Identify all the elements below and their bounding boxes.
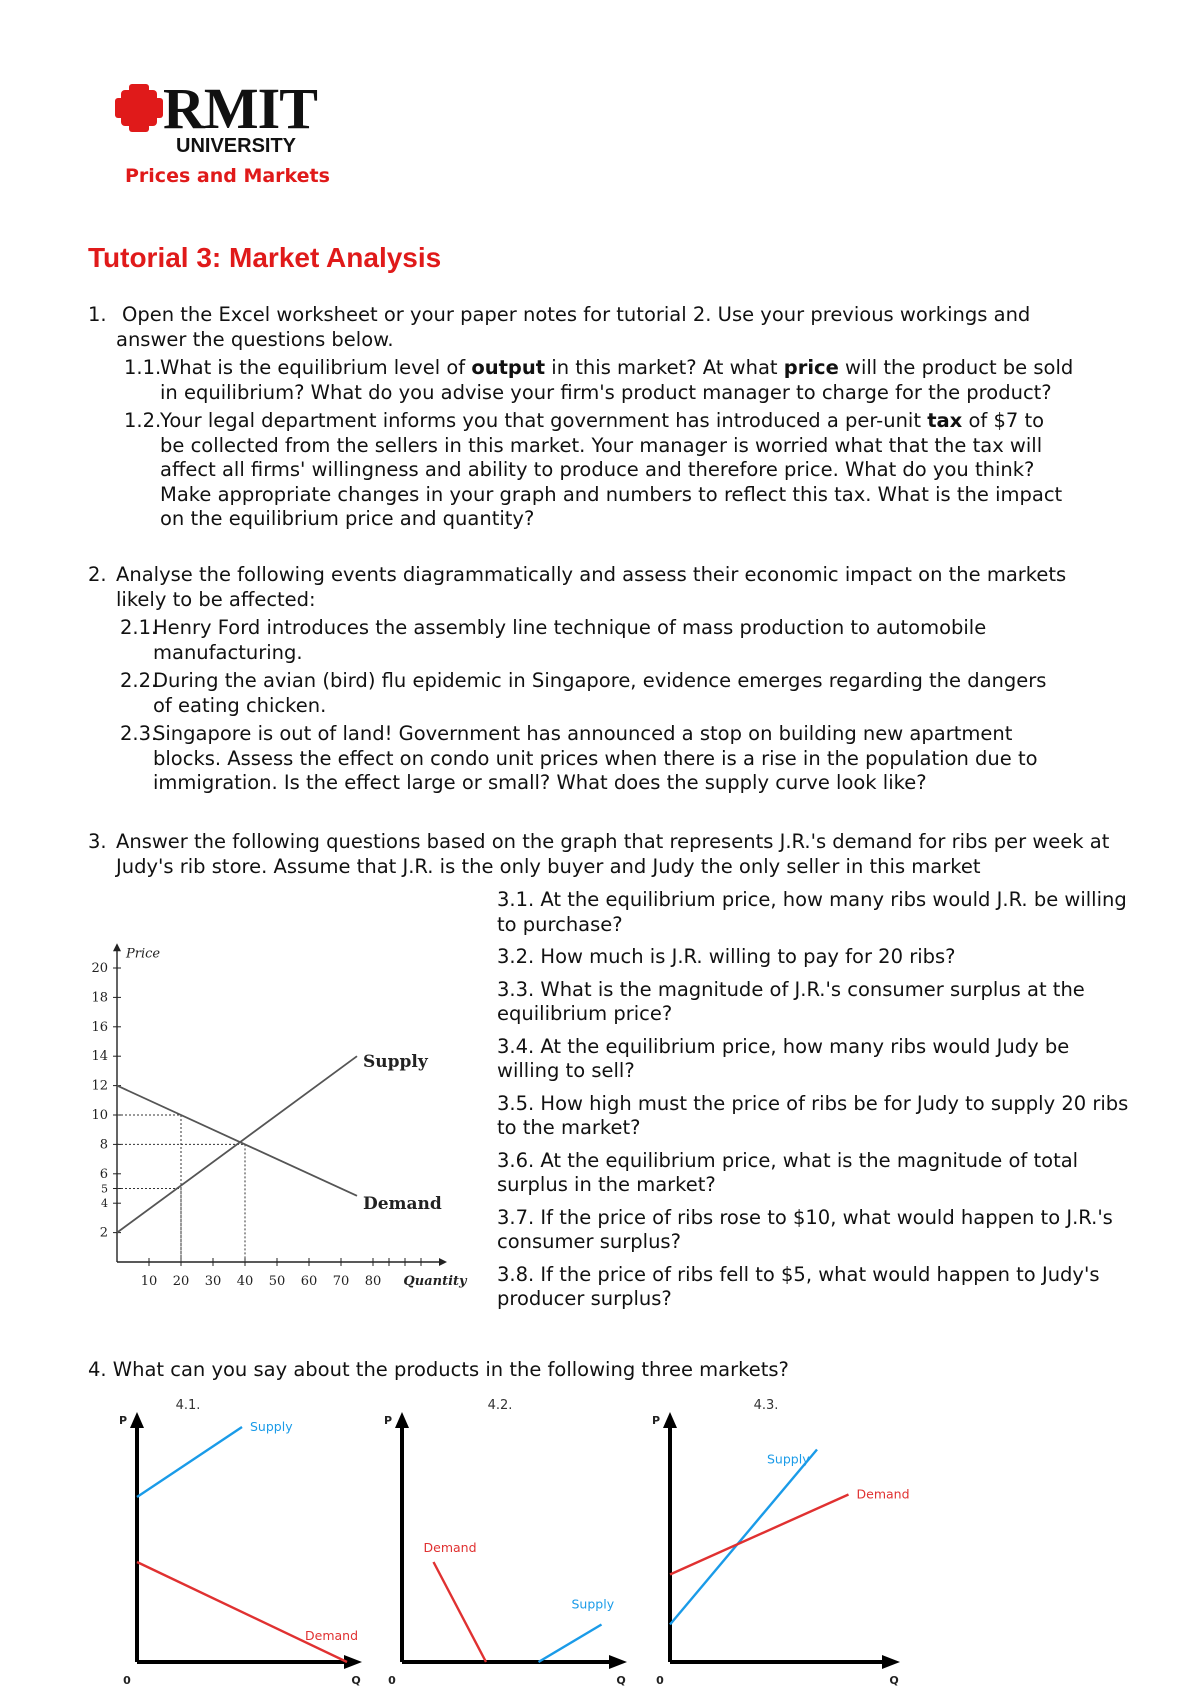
demand-curve <box>670 1495 849 1575</box>
supply-label: Supply <box>767 1451 810 1467</box>
sub-text: If the price of ribs fell to $5, what would happen to Judy's producer surplus? <box>497 1262 1100 1310</box>
question-3-5 <box>497 1092 1137 1141</box>
sub-number: 3.5. <box>497 1091 535 1115</box>
x-axis-label: Q <box>889 1674 899 1687</box>
question-3-2 <box>497 945 1137 970</box>
sub-number: 3.2. <box>497 945 535 968</box>
demand-label: Demand <box>305 1628 359 1643</box>
demand-curve <box>434 1562 487 1662</box>
x-tick-label: 80 <box>364 1274 382 1289</box>
logo-text: RMIT <box>163 76 317 141</box>
x-tick-label: 30 <box>204 1274 222 1289</box>
question-2-3 <box>120 722 1070 796</box>
sub-number: 3.1. <box>497 888 535 911</box>
supply-label: Supply <box>571 1596 615 1612</box>
demand-label: Demand <box>423 1540 477 1555</box>
question-number: 1. <box>88 303 107 326</box>
x-tick-label: 20 <box>172 1274 190 1289</box>
sub-text: What is the magnitude of J.R.'s consumer surplus at the equilibrium price? <box>497 977 1085 1025</box>
text-run: will the product be sold in equilibrium? What do you advise your firm's product manager to charge for the product? <box>160 356 1074 404</box>
question-4-text: 4. What can you say about the products in the following three markets? <box>88 1358 789 1381</box>
supply-label: Supply <box>250 1419 293 1434</box>
supply-demand-chart <box>80 905 480 1295</box>
text-run: What is the equilibrium level of <box>160 356 472 379</box>
question-2-1 <box>120 616 1020 665</box>
sub-number: 2.3. <box>120 722 158 745</box>
logo-subtitle: UNIVERSITY <box>176 135 297 157</box>
logo <box>113 76 333 158</box>
sub-number: 3.8. <box>497 1262 535 1286</box>
sub-text: At the equilibrium price, how many ribs would J.R. be willing to purchase? <box>497 888 1127 936</box>
market-4-3-chart <box>648 1392 918 1692</box>
question-number: 2. <box>88 563 107 586</box>
question-3-text: Answer the following questions based on the graph that represents J.R.'s demand for ribs per week at Judy's rib store. Assume that J.R. is the only buyer and Judy the only seller in this market <box>116 830 1110 878</box>
sub-text: During the avian (bird) flu epidemic in Singapore, evidence emerges regarding the dangers of eating chicken. <box>153 669 1047 717</box>
text-run: of $7 to be collected from the sellers in this market. Your manager is worried what that the tax will affect all firms' willingness and ability to produce and therefore price. What do you think? Make appropriate changes in your graph and numbers to reflect this tax. What is the impact on the equilibrium price and quantity? <box>160 409 1063 530</box>
sub-number: 3.7. <box>497 1205 535 1229</box>
y-tick-label: 14 <box>91 1049 108 1065</box>
text-run: in this market? At what <box>545 356 784 379</box>
sub-text: How high must the price of ribs be for Judy to supply 20 ribs to the market? <box>497 1091 1129 1139</box>
y-tick-label: 12 <box>91 1078 108 1094</box>
question-1-2 <box>124 409 1074 532</box>
y-tick-label: 8 <box>99 1137 108 1153</box>
x-axis-label: Q <box>351 1674 361 1687</box>
chart-title: 4.3. <box>753 1398 779 1413</box>
y-tick-label: 2 <box>99 1225 108 1241</box>
x-axis-arrow-icon <box>439 1258 447 1266</box>
origin-label: 0 <box>123 1674 131 1687</box>
bold-price: price <box>783 356 839 379</box>
page-title: Tutorial 3: Market Analysis <box>88 242 442 273</box>
y-axis-arrow-icon <box>663 1412 677 1428</box>
y-axis-label: P <box>383 1414 392 1427</box>
course-name: Prices and Markets <box>125 165 330 187</box>
sub-text: At the equilibrium price, what is the magnitude of total surplus in the market? <box>497 1148 1079 1196</box>
x-tick-label: 60 <box>300 1274 318 1289</box>
question-3-4 <box>497 1035 1137 1084</box>
y-axis-arrow-icon <box>113 943 121 951</box>
chart-title: 4.1. <box>175 1398 201 1413</box>
x-tick-label: 50 <box>268 1274 286 1289</box>
supply-label: Supply <box>363 1052 428 1073</box>
y-tick-label: 18 <box>91 990 108 1006</box>
y-axis-label: Price <box>126 946 161 962</box>
question-1-text: Open the Excel worksheet or your paper notes for tutorial 2. Use your previous workings and answer the questions below. <box>116 303 1031 351</box>
supply-curve <box>539 1625 602 1663</box>
sub-number: 2.2. <box>120 669 158 692</box>
origin-label: 0 <box>388 1674 396 1687</box>
sub-text: How much is J.R. willing to pay for 20 ribs? <box>540 945 956 968</box>
question-3-8 <box>497 1263 1137 1312</box>
sub-text: At the equilibrium price, how many ribs would Judy be willing to sell? <box>497 1034 1070 1082</box>
supply-curve <box>137 1427 242 1497</box>
bold-tax: tax <box>927 409 963 432</box>
question-number: 3. <box>88 830 107 853</box>
sub-text: If the price of ribs rose to $10, what would happen to J.R.'s consumer surplus? <box>497 1205 1113 1253</box>
x-axis-label: Q <box>616 1674 626 1687</box>
sub-number: 1.2. <box>124 409 162 432</box>
sub-text <box>124 409 1074 532</box>
sub-text <box>124 356 1074 405</box>
question-2 <box>88 563 1088 612</box>
question-3 <box>88 830 1128 879</box>
bold-output: output <box>471 356 546 379</box>
y-tick-label: 16 <box>91 1019 108 1035</box>
y-tick-label: 5 <box>101 1182 108 1196</box>
sub-number: 1.1. <box>124 356 162 379</box>
market-4-2-chart <box>380 1392 640 1692</box>
demand-curve <box>117 1086 357 1196</box>
x-axis-arrow-icon <box>882 1655 900 1669</box>
y-axis-arrow-icon <box>130 1412 144 1428</box>
demand-label: Demand <box>856 1486 910 1502</box>
y-tick-label: 4 <box>101 1197 108 1211</box>
question-3-items <box>497 888 1137 1320</box>
sub-number: 3.3. <box>497 977 535 1001</box>
sub-text: Henry Ford introduces the assembly line technique of mass production to automobile manufacturing. <box>153 616 987 664</box>
chart-title: 4.2. <box>487 1398 513 1413</box>
question-3-6 <box>497 1149 1137 1198</box>
x-axis-label: Quantity <box>403 1274 467 1289</box>
origin-label: 0 <box>656 1674 664 1687</box>
question-3-1 <box>497 888 1137 937</box>
x-axis-arrow-icon <box>609 1655 627 1669</box>
y-tick-label: 6 <box>99 1166 108 1182</box>
y-axis-label: P <box>118 1414 127 1427</box>
demand-label: Demand <box>363 1193 442 1214</box>
question-2-text: Analyse the following events diagrammatically and assess their economic impact on the markets likely to be affected: <box>116 563 1067 611</box>
question-3-3 <box>497 978 1137 1027</box>
y-tick-label: 20 <box>91 961 108 976</box>
sub-number: 2.1. <box>120 616 158 639</box>
y-axis-arrow-icon <box>395 1412 409 1428</box>
question-text <box>88 303 1048 352</box>
text-run: Your legal department informs you that government has introduced a per-unit <box>160 409 928 432</box>
y-axis-label: P <box>651 1414 660 1427</box>
market-4-1-chart <box>115 1392 375 1692</box>
question-3-7 <box>497 1206 1137 1255</box>
question-1 <box>88 303 1048 352</box>
sub-number: 3.4. <box>497 1034 535 1058</box>
y-tick-label: 10 <box>91 1108 108 1123</box>
x-tick-label: 10 <box>140 1274 158 1289</box>
x-tick-label: 70 <box>332 1274 350 1289</box>
question-2-2 <box>120 669 1070 718</box>
demand-curve <box>137 1562 347 1662</box>
sub-number: 3.6. <box>497 1148 535 1172</box>
x-tick-label: 40 <box>236 1274 254 1289</box>
sub-text: Singapore is out of land! Government has announced a stop on building new apartment blocks. Assess the effect on condo unit prices when there is a rise in the population due to immigration. Is the effect large or small? What does the supply curve look like? <box>153 722 1038 794</box>
question-1-1 <box>124 356 1074 405</box>
supply-curve <box>670 1450 817 1625</box>
